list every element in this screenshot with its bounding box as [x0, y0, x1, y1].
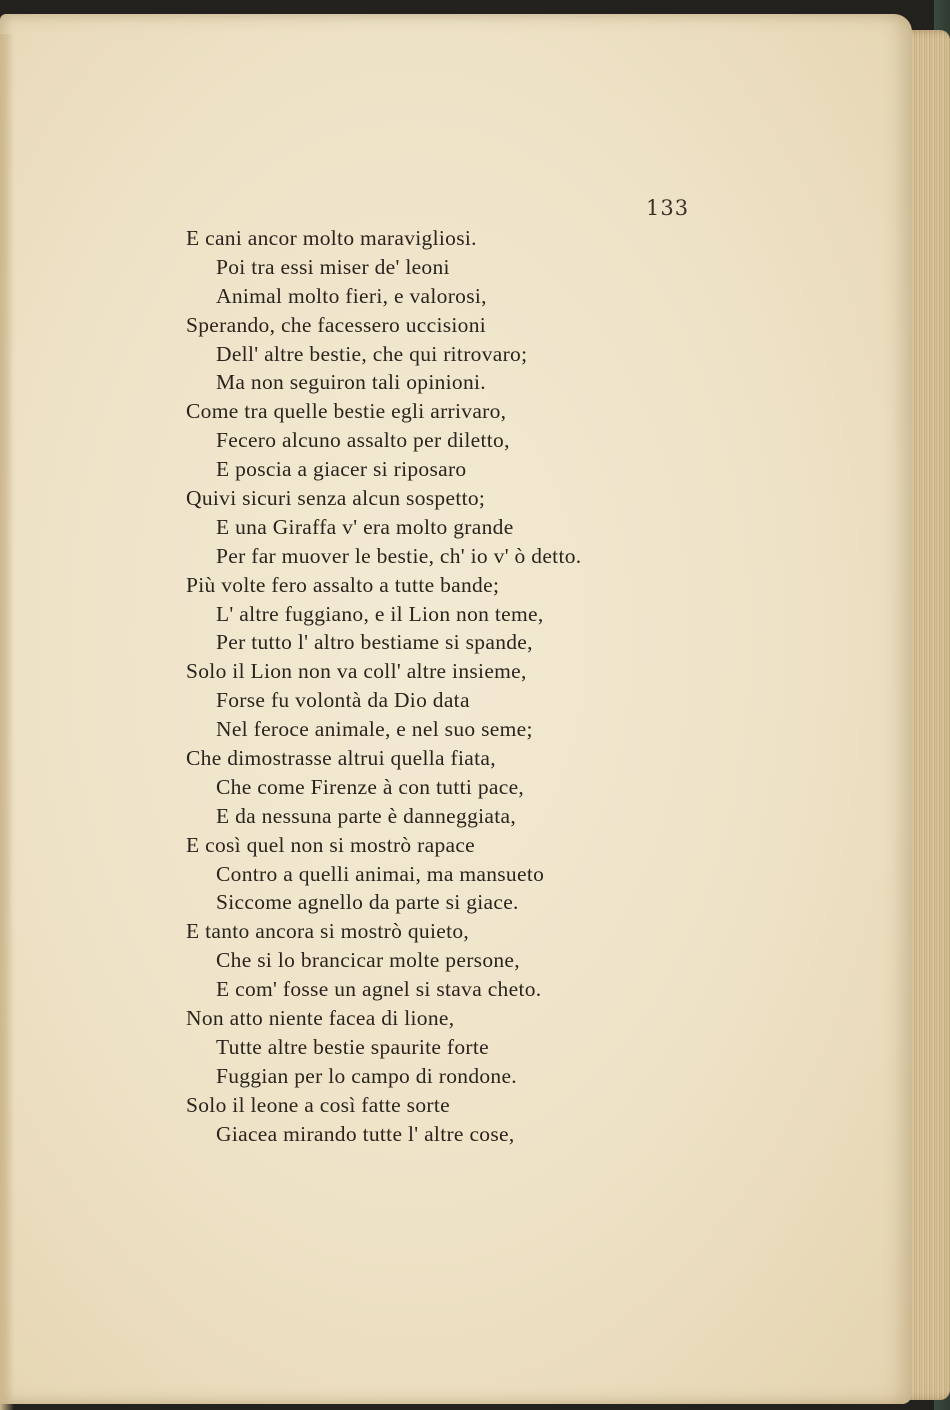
poem-line: Per tutto l' altro bestiame si spande, [216, 630, 533, 655]
poem-line: Più volte fero assalto a tutte bande; [186, 572, 500, 597]
poem-line: Contro a quelli animai, ma mansueto [216, 861, 545, 886]
poem-line: Per far muover le bestie, ch' io v' ò detto. [216, 543, 582, 568]
poem-line: Solo il Lion non va coll' altre insieme, [186, 659, 527, 684]
poem-line: Sperando, che facessero uccisioni [186, 312, 487, 337]
poem-line: E tanto ancora si mostrò quieto, [186, 919, 470, 944]
poem-line: Nel feroce animale, e nel suo seme; [216, 717, 533, 742]
poem-line: Che si lo brancicar molte persone, [216, 948, 520, 973]
poem-line: Che dimostrasse altrui quella fiata, [186, 746, 496, 771]
poem-line: Poi tra essi miser de' leoni [216, 254, 450, 279]
poem-line: Solo il leone a così fatte sorte [186, 1092, 450, 1117]
binding-gutter [0, 34, 14, 1410]
poem-line: E cani ancor molto maravigliosi. [186, 226, 477, 250]
poem-line: E poscia a giacer si riposaro [216, 457, 467, 482]
poem-line: Fecero alcuno assalto per diletto, [216, 428, 510, 453]
poem-line: Dell' altre bestie, che qui ritrovaro; [216, 341, 528, 366]
poem-line: Giacea mirando tutte l' altre cose, [216, 1121, 515, 1146]
poem-line: L' altre fuggiano, e il Lion non teme, [216, 601, 544, 626]
poem-line: Animal molto fieri, e valorosi, [216, 283, 487, 308]
poem-line: E com' fosse un agnel si stava cheto. [216, 977, 542, 1002]
poem-line: E da nessuna parte è danneggiata, [216, 803, 517, 828]
page-number: 133 [646, 196, 690, 220]
poem-text [186, 224, 666, 1149]
poem-line: Non atto niente facea di lione, [186, 1006, 455, 1031]
poem-line: Forse fu volontà da Dio data [216, 688, 470, 713]
poem-line: Quivi sicuri senza alcun sospetto; [186, 486, 486, 511]
poem-line: Tutte altre bestie spaurite forte [216, 1034, 490, 1059]
poem-line: E così quel non si mostrò rapace [186, 832, 476, 857]
poem-line: Che come Firenze à con tutti pace, [216, 774, 525, 799]
poem-line: E una Giraffa v' era molto grande [216, 514, 514, 539]
poem-line: Fuggian per lo campo di rondone. [216, 1063, 517, 1088]
poem-line: Ma non seguiron tali opinioni. [216, 370, 486, 395]
poem-line: Come tra quelle bestie egli arrivaro, [186, 399, 507, 424]
poem-line: Siccome agnello da parte si giace. [216, 890, 519, 915]
